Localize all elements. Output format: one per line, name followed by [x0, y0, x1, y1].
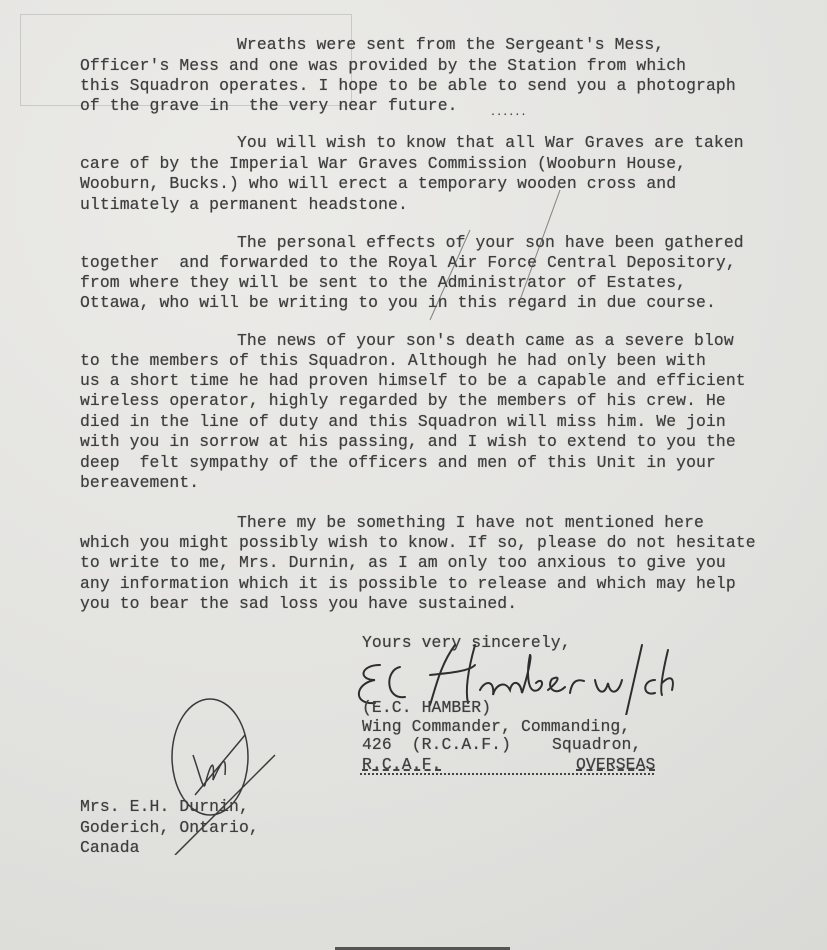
separator-dots: ...... [490, 108, 527, 119]
letter-line: to the members of this Squadron. Although he had only been with [80, 351, 706, 370]
letter-line: There my be something I have not mentioned here [237, 513, 704, 532]
signatory-location: OVERSEAS [576, 755, 656, 774]
letter-line: The personal effects of your son have been gathered [237, 233, 744, 252]
signatory-name: (E.C. HAMBER) [362, 698, 492, 717]
closing: Yours very sincerely, [362, 633, 571, 652]
letter-line: You will wish to know that all War Graves are taken [237, 133, 744, 152]
letter-line: which you might possibly wish to know. If so, please do not hesitate [80, 533, 756, 552]
letter-line: deep felt sympathy of the officers and men of this Unit in your [80, 453, 716, 472]
letter-line: Ottawa, who will be writing to you in this regard in due course. [80, 293, 716, 312]
signature-underline [360, 773, 654, 775]
letter-line: wireless operator, highly regarded by the members of his crew. He [80, 391, 726, 410]
letter-line: bereavement. [80, 473, 200, 492]
signatory-service: R.C.A.F. [362, 755, 442, 774]
letter-line: this Squadron operates. I hope to be able to send you a photograph [80, 76, 736, 95]
signatory-title: Wing Commander, Commanding, [362, 717, 631, 736]
letter-line: with you in sorrow at his passing, and I wish to extend to you the [80, 432, 736, 451]
letter-line: Wreaths were sent from the Sergeant's Mess, [237, 35, 665, 54]
letter-line: Wooburn, Bucks.) who will erect a temporary wooden cross and [80, 174, 677, 193]
letter-line: care of by the Imperial War Graves Commission (Wooburn House, [80, 154, 687, 173]
letter-line: us a short time he had proven himself to be a capable and efficient [80, 371, 746, 390]
letter-line: to write to me, Mrs. Durnin, as I am only too anxious to give you [80, 553, 726, 572]
letter-line: from where they will be sent to the Administrator of Estates, [80, 273, 687, 292]
letter-line: of the grave in the very near future. [80, 96, 458, 115]
letter-line: The news of your son's death came as a severe blow [237, 331, 734, 350]
recipient-line: Mrs. E.H. Durnin, [80, 797, 249, 816]
letter-line: you to bear the sad loss you have sustained. [80, 594, 518, 613]
letter-line: ultimately a permanent headstone. [80, 195, 408, 214]
signatory-unit-type: Squadron, [552, 735, 642, 754]
letter-line: Officer's Mess and one was provided by the Station from which [80, 56, 687, 75]
letter-line: together and forwarded to the Royal Air Force Central Depository, [80, 253, 736, 272]
signatory-unit-number: 426 (R.C.A.F.) [362, 735, 512, 754]
letter-line: any information which it is possible to release and which may help [80, 574, 736, 593]
letter-line: died in the line of duty and this Squadron will miss him. We join [80, 412, 726, 431]
recipient-line: Goderich, Ontario, [80, 818, 259, 837]
recipient-line: Canada [80, 838, 140, 857]
